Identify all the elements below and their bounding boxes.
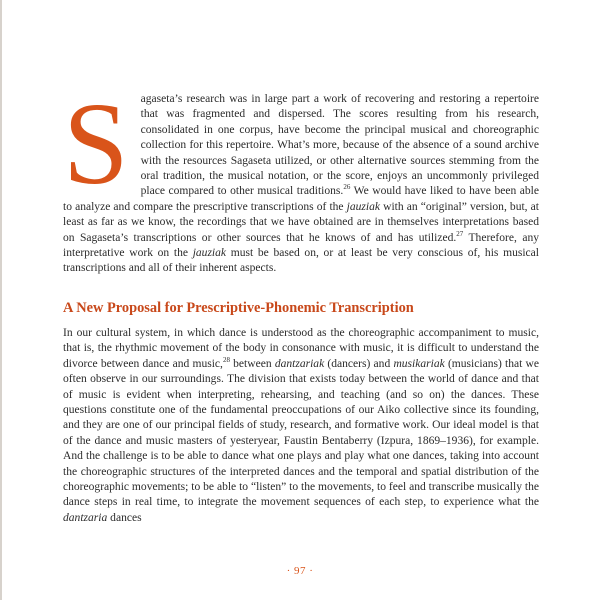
- footnote-marker-28[interactable]: 28: [222, 355, 230, 364]
- section-heading: A New Proposal for Prescriptive-Phonemic Transcription: [63, 299, 414, 316]
- italic-term-jauziak: jauziak: [192, 247, 227, 260]
- italic-term-dantzariak: dantzariak: [274, 357, 325, 370]
- footnote-marker-26[interactable]: 26: [343, 183, 351, 192]
- italic-term-musikariak: musikariak: [393, 357, 445, 370]
- text-run: must be based on, or at least be very conscious of, his musical transcriptions and all of their inherent aspects.: [63, 247, 539, 275]
- page-content: [63, 66, 539, 526]
- text-run: agaseta’s research was in large part a work of recovering and restoring a repertoire that was fragmented and dispersed. The scores resulting from his research, consolidated in one corpus, have become the principal musical and choreographic collection for this repertoire. What’s more, because of the absence of a sound archive with the resources Sagaseta utilized, or other alternative sources stemming from the oral tradition, the musical notation, or the score, enjoys an uncommonly privileged place compared to other musical traditions.: [140, 93, 539, 198]
- text-run: between: [229, 357, 275, 370]
- opening-paragraph: [63, 66, 539, 277]
- italic-term-dantzaria: dantzaria: [63, 511, 108, 524]
- page-left-edge: [0, 0, 2, 600]
- text-run: (musicians) that we often observe in our surroundings. The division that exists today between the world of dance and that of music is evident when interpreting, rehearsing, and teaching (and so on) the dances. These questions constitute one of the fundamental preoccupations of our Aiko collective since its founding, and they are one of our principal fields of study, research, and formative work. Our ideal model is that of the dance and music masters of yesteryear, Faustin Bentaberry (Izpura, 1869–1936), for example. And the challenge is to be able to dance what one plays and play what one dances, taking into account the choreographic structures of the interpreted dances and the temporal and spatial distribution of the choreographic movements; to be able to “listen” to the movements, to feel and transcribe musically the dance steps in real time, to integrate the movement sequences of each step, to experience what the: [63, 357, 540, 509]
- body-paragraph: [63, 326, 539, 526]
- text-run: (dancers) and: [324, 357, 394, 370]
- text-run: In our cultural system, in which dance is understood as the choreographic accompaniment to music, that is, the rhythmic movement of the body in consonance with music, it is difficult to understand the divorce between dance and music,: [63, 326, 539, 370]
- text-run: We would have liked to have been able to analyze and compare the prescriptive transcriptions of the: [63, 185, 540, 213]
- italic-term-jauziak: jauziak: [346, 200, 381, 213]
- page-number: · 97 ·: [286, 565, 314, 577]
- drop-cap-letter: S: [63, 78, 129, 209]
- footnote-marker-27[interactable]: 27: [456, 229, 464, 238]
- text-run: with an “original” version, but, at least as far as we know, the recordings that we have obtained are in themselves interpretations based on Sagaseta’s transcriptions or other sources that he knows of and has utilized.: [63, 200, 539, 244]
- text-run: Therefore, any interpretative work on the: [63, 231, 539, 260]
- text-run: dances: [107, 511, 142, 524]
